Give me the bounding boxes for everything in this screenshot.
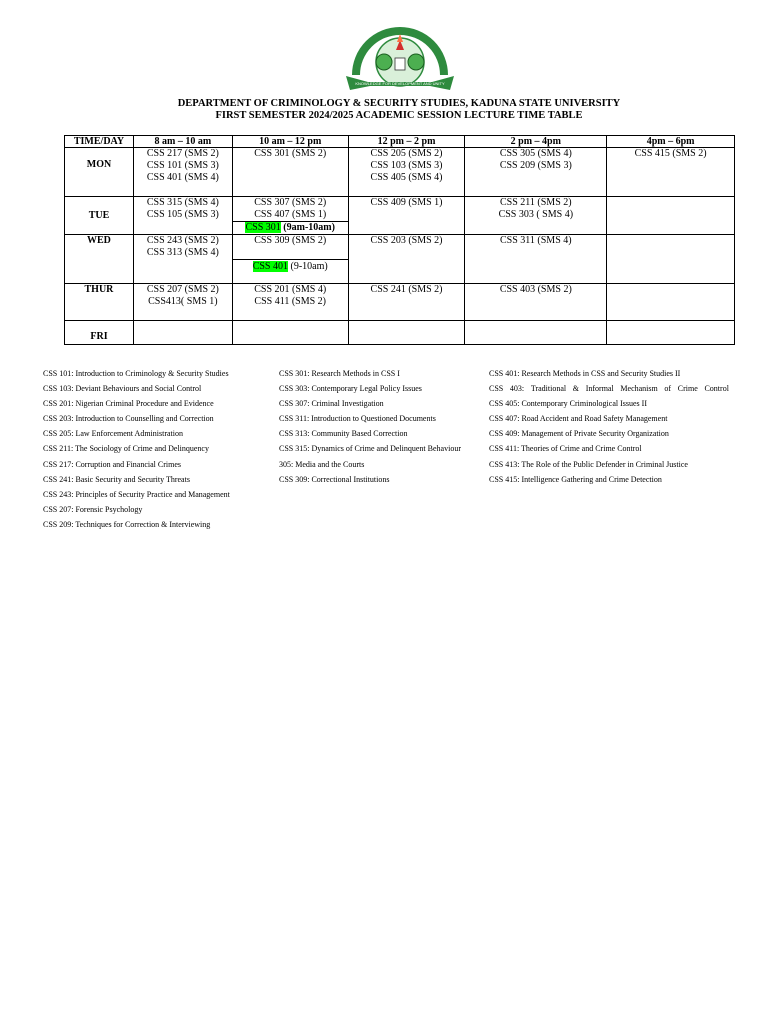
course-entry: CSS 209 (SMS 3) (499, 160, 572, 171)
cell-tue-slot-4 (465, 197, 607, 235)
cell-mon-slot-1 (133, 148, 232, 197)
day-label-fri: FRI (65, 321, 134, 345)
university-logo (338, 20, 462, 94)
legend-item: CSS 401: Research Methods in CSS and Security Studies II (489, 369, 681, 378)
course-entry: CSS 101 (SMS 3) (146, 160, 219, 171)
cell-wed-slot-2 (232, 235, 348, 284)
legend-item: CSS 103: Deviant Behaviours and Social Control (43, 384, 202, 394)
day-label-tue: TUE (65, 197, 134, 235)
header-slot-2: 10 am – 12 pm (232, 136, 348, 148)
course-legend-column-2 (279, 366, 461, 487)
cell-thur-slot-5 (607, 284, 735, 321)
cell-tue-slot-5 (607, 197, 735, 235)
cell-wed-slot-3 (348, 235, 465, 284)
cell-wed-slot-1 (133, 235, 232, 284)
cell-wed-slot-4 (465, 235, 607, 284)
extra-course-entry (233, 221, 348, 234)
legend-item: CSS 311: Introduction to Questioned Documents (279, 414, 436, 424)
cell-fri-slot-1 (133, 321, 232, 345)
row-mon (65, 148, 735, 197)
course-entry: CSS 217 (SMS 2) (146, 148, 219, 159)
course-entry: CSS 211 (SMS 2) (499, 197, 572, 208)
course-entry: CSS 309 (SMS 2) (254, 235, 327, 246)
document-heading (0, 98, 768, 122)
header-slot-5: 4pm – 6pm (607, 136, 735, 148)
course-entry: CSS 241 (SMS 2) (370, 284, 443, 295)
legend-item: CSS 309: Correctional Institutions (279, 474, 390, 484)
course-entry: CSS 307 (SMS 2) (254, 197, 327, 208)
row-wed (65, 235, 735, 284)
course-entry: CSS 301 (SMS 2) (254, 148, 327, 159)
cell-thur-slot-4 (465, 284, 607, 321)
highlighted-course-code: CSS 301 (245, 222, 281, 233)
course-entry: CSS 201 (SMS 4) (254, 284, 327, 295)
header-slot-3: 12 pm – 2 pm (348, 136, 465, 148)
legend-item: CSS 241: Basic Security and Security Threats (43, 474, 190, 484)
legend-item: CSS 209: Techniques for Correction & Interviewing (43, 519, 211, 529)
course-entry: CSS 243 (SMS 2) (146, 235, 219, 246)
heading-line-2: FIRST SEMESTER 2024/2025 ACADEMIC SESSION LECTURE TIME TABLE (215, 110, 583, 121)
legend-word: of (664, 384, 672, 394)
legend-item: CSS 301: Research Methods in CSS I (279, 369, 400, 378)
row-fri (65, 321, 735, 345)
course-entry: CSS 203 (SMS 2) (370, 235, 443, 246)
legend-item-justified (489, 381, 729, 396)
legend-item: CSS 101: Introduction to Criminology & Security Studies (43, 369, 229, 378)
legend-item: CSS 243: Principles of Security Practice and Management (43, 489, 230, 499)
legend-item: 305: Media and the Courts (279, 459, 365, 469)
row-thur (65, 284, 735, 321)
legend-word: Traditional (530, 384, 567, 394)
cell-thur-slot-2 (232, 284, 348, 321)
course-entry: CSS 415 (SMS 2) (634, 148, 707, 159)
legend-word: CSS (489, 384, 504, 394)
course-entry: CSS 405 (SMS 4) (370, 172, 443, 183)
legend-item: CSS 413: The Role of the Public Defender in Criminal Justice (489, 459, 688, 469)
cell-tue-slot-2 (232, 197, 348, 235)
cell-tue-slot-3 (348, 197, 465, 235)
course-entry: CSS 315 (SMS 4) (146, 197, 219, 208)
course-entry: CSS 409 (SMS 1) (370, 197, 443, 208)
cell-mon-slot-5 (607, 148, 735, 197)
cell-fri-slot-3 (348, 321, 465, 345)
day-label-thur: THUR (65, 284, 134, 321)
course-entry: CSS 205 (SMS 2) (370, 148, 443, 159)
course-entry: CSS 313 (SMS 4) (146, 247, 219, 258)
legend-word: Control (704, 384, 729, 394)
cell-thur-slot-3 (348, 284, 465, 321)
cell-thur-slot-1 (133, 284, 232, 321)
course-entry: CSS 105 (SMS 3) (146, 209, 219, 220)
legend-item: CSS 303: Contemporary Legal Policy Issues (279, 384, 422, 394)
course-entry: CSS413( SMS 1) (148, 296, 218, 307)
legend-item: CSS 409: Management of Private Security Organization (489, 429, 669, 439)
header-slot-4: 2 pm – 4pm (465, 136, 607, 148)
extra-course-time: (9-10am) (290, 261, 328, 272)
course-entry: CSS 403 (SMS 2) (499, 284, 572, 295)
logo-banner-text: KNOWLEDGE FOR DEVELOPMENT AND UNITY (355, 81, 445, 86)
cell-tue-slot-1 (133, 197, 232, 235)
course-entry: CSS 103 (SMS 3) (370, 160, 443, 171)
legend-item: CSS 203: Introduction to Counselling and Correction (43, 414, 214, 424)
legend-word: Mechanism (620, 384, 658, 394)
cell-mon-slot-3 (348, 148, 465, 197)
course-entry: CSS 411 (SMS 2) (254, 296, 327, 307)
cell-fri-slot-4 (465, 321, 607, 345)
legend-item: CSS 407: Road Accident and Road Safety Management (489, 414, 668, 424)
legend-word: 403: (509, 384, 525, 394)
legend-item: CSS 211: The Sociology of Crime and Delinquency (43, 444, 209, 454)
legend-word: & (572, 384, 580, 394)
legend-item: CSS 217: Corruption and Financial Crimes (43, 459, 181, 469)
extra-course-entry (233, 259, 348, 273)
cell-wed-slot-5 (607, 235, 735, 284)
legend-item: CSS 415: Intelligence Gathering and Crime Detection (489, 474, 662, 484)
legend-item: CSS 201: Nigerian Criminal Procedure and Evidence (43, 399, 214, 409)
course-legend-column-1 (43, 366, 230, 532)
legend-item: CSS 207: Forensic Psychology (43, 504, 143, 514)
extra-course-time: (9am-10am) (283, 222, 335, 233)
course-entry: CSS 305 (SMS 4) (499, 148, 572, 159)
course-entry: CSS 311 (SMS 4) (499, 235, 572, 246)
course-entry: CSS 401 (SMS 4) (146, 172, 219, 183)
header-slot-1: 8 am – 10 am (133, 136, 232, 148)
highlighted-course-code: CSS 401 (252, 261, 288, 272)
legend-item: CSS 313: Community Based Correction (279, 429, 408, 439)
legend-word: Informal (585, 384, 614, 394)
course-entry: CSS 407 (SMS 1) (254, 209, 327, 220)
day-label-wed: WED (65, 235, 134, 284)
course-entry: CSS 303 ( SMS 4) (498, 209, 574, 220)
course-legend-column-3 (489, 366, 729, 487)
day-label-mon: MON (65, 148, 134, 197)
cell-fri-slot-2 (232, 321, 348, 345)
timetable-header-row (65, 136, 735, 148)
cell-mon-slot-2 (232, 148, 348, 197)
legend-item: CSS 411: Theories of Crime and Crime Control (489, 444, 642, 454)
timetable (64, 135, 735, 345)
header-time-day: TIME/DAY (65, 136, 134, 148)
legend-item: CSS 307: Criminal Investigation (279, 399, 384, 409)
legend-word: Crime (677, 384, 698, 394)
heading-line-1: DEPARTMENT OF CRIMINOLOGY & SECURITY STUDIES, KADUNA STATE UNIVERSITY (177, 98, 621, 109)
row-tue (65, 197, 735, 235)
course-entry: CSS 207 (SMS 2) (146, 284, 219, 295)
cell-fri-slot-5 (607, 321, 735, 345)
legend-item: CSS 315: Dynamics of Crime and Delinquent Behaviour (279, 444, 461, 454)
cell-mon-slot-4 (465, 148, 607, 197)
legend-item: CSS 205: Law Enforcement Administration (43, 429, 183, 439)
legend-item: CSS 405: Contemporary Criminological Issues II (489, 399, 647, 409)
